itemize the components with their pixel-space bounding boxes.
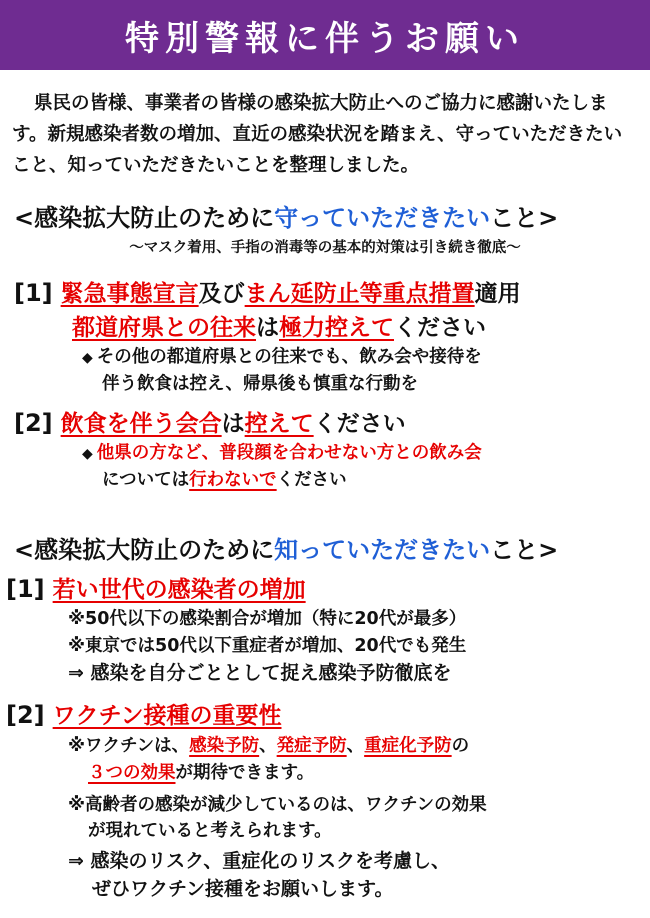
s2-item2-note3: ※高齢者の感染が減少しているのは、ワクチンの効果 (68, 795, 487, 815)
page-title: 特別警報に伴うお願い (125, 18, 525, 59)
s2-item2-number: [2] (6, 701, 45, 729)
s2-item1-note2: ※東京では50代以下重症者が増加、20代でも発生 (68, 636, 467, 656)
s2-item2-note6: ぜひワクチン接種をお願いします。 (92, 878, 394, 900)
s1-item1-d: 適用 (474, 281, 521, 307)
s1-item2-b: は (221, 411, 245, 437)
s1-item2-note1: ◆ 他県の方など、普段顔を合わせない方との飲み会 (82, 443, 482, 463)
s1-item2-a: 飲食を伴う会合 (60, 411, 222, 437)
s1-item1-g: 極力控えて (279, 315, 394, 341)
s2-item1-note3: ⇒ 感染を自分ごととして捉え感染予防徹底を (68, 662, 452, 684)
section1-heading-suffix: こと> (490, 204, 559, 232)
s1-item1-note2: 伴う飲食は控え、帰県後も慎重な行動を (102, 374, 419, 394)
diamond-bullet-icon: ◆ (82, 446, 93, 462)
section2-heading (14, 530, 558, 565)
section2-heading-suffix: こと> (490, 536, 559, 564)
s2-item1-title: 若い世代の感染者の増加 (52, 577, 306, 603)
s1-item1-e: 都道府県との往来 (72, 315, 256, 341)
s1-item1-a: 緊急事態宣言 (60, 281, 199, 307)
section1-heading-highlight: 守っていただきたい (274, 204, 491, 232)
s2-item1-line1 (6, 571, 306, 604)
s1-item1-line2 (72, 309, 486, 342)
s1-item1-number: [1] (14, 279, 53, 307)
section2-heading-prefix: <感染拡大防止のために (14, 536, 275, 564)
s2-item2-note5: ⇒ 感染のリスク、重症化のリスクを考慮し、 (68, 850, 451, 872)
s2-item2-line1 (6, 697, 282, 730)
s2-item2-note1: ※ワクチンは、感染予防、発症予防、重症化予防の (68, 736, 470, 756)
s1-item1-note1: ◆ その他の都道府県との往来でも、飲み会や接待を (82, 347, 482, 367)
s1-item2-number: [2] (14, 409, 53, 437)
s1-item1-h: ください (394, 315, 486, 341)
s1-item1-line1 (14, 275, 521, 308)
s2-item1-number: [1] (6, 575, 45, 603)
section1-heading-prefix: <感染拡大防止のために (14, 204, 275, 232)
s2-item2-note4: が現れていると考えられます。 (88, 821, 332, 841)
section2-heading-highlight: 知っていただきたい (274, 536, 491, 564)
s1-item1-f: は (256, 315, 279, 341)
section1-subheading: ～マスク着用、手指の消毒等の基本的対策は引き続き徹底～ (129, 240, 521, 256)
s1-item1-b: 及び (198, 281, 245, 307)
s1-item1-c: まん延防止等重点措置 (244, 281, 475, 307)
s1-item2-line1 (14, 405, 406, 438)
s1-item2-c: 控えて (244, 411, 314, 437)
intro-paragraph: 県民の皆様、事業者の皆様の感染拡大防止へのご協力に感謝いたします。新規感染者数の増加、直近の感染状況を踏まえ、守っていただきたいこと、知っていただきたいことを整理しました。 (12, 93, 623, 176)
title-banner (0, 0, 650, 70)
s2-item1-note1: ※50代以下の感染割合が増加（特に20代が最多） (68, 609, 467, 629)
section1-heading (14, 198, 558, 233)
s2-item2-title: ワクチン接種の重要性 (52, 703, 282, 729)
s1-item2-d: ください (313, 411, 406, 437)
s2-item2-note2: ３つの効果が期待できます。 (88, 763, 315, 783)
s1-item2-note2: については行わないでください (102, 470, 347, 490)
diamond-bullet-icon: ◆ (82, 350, 93, 366)
